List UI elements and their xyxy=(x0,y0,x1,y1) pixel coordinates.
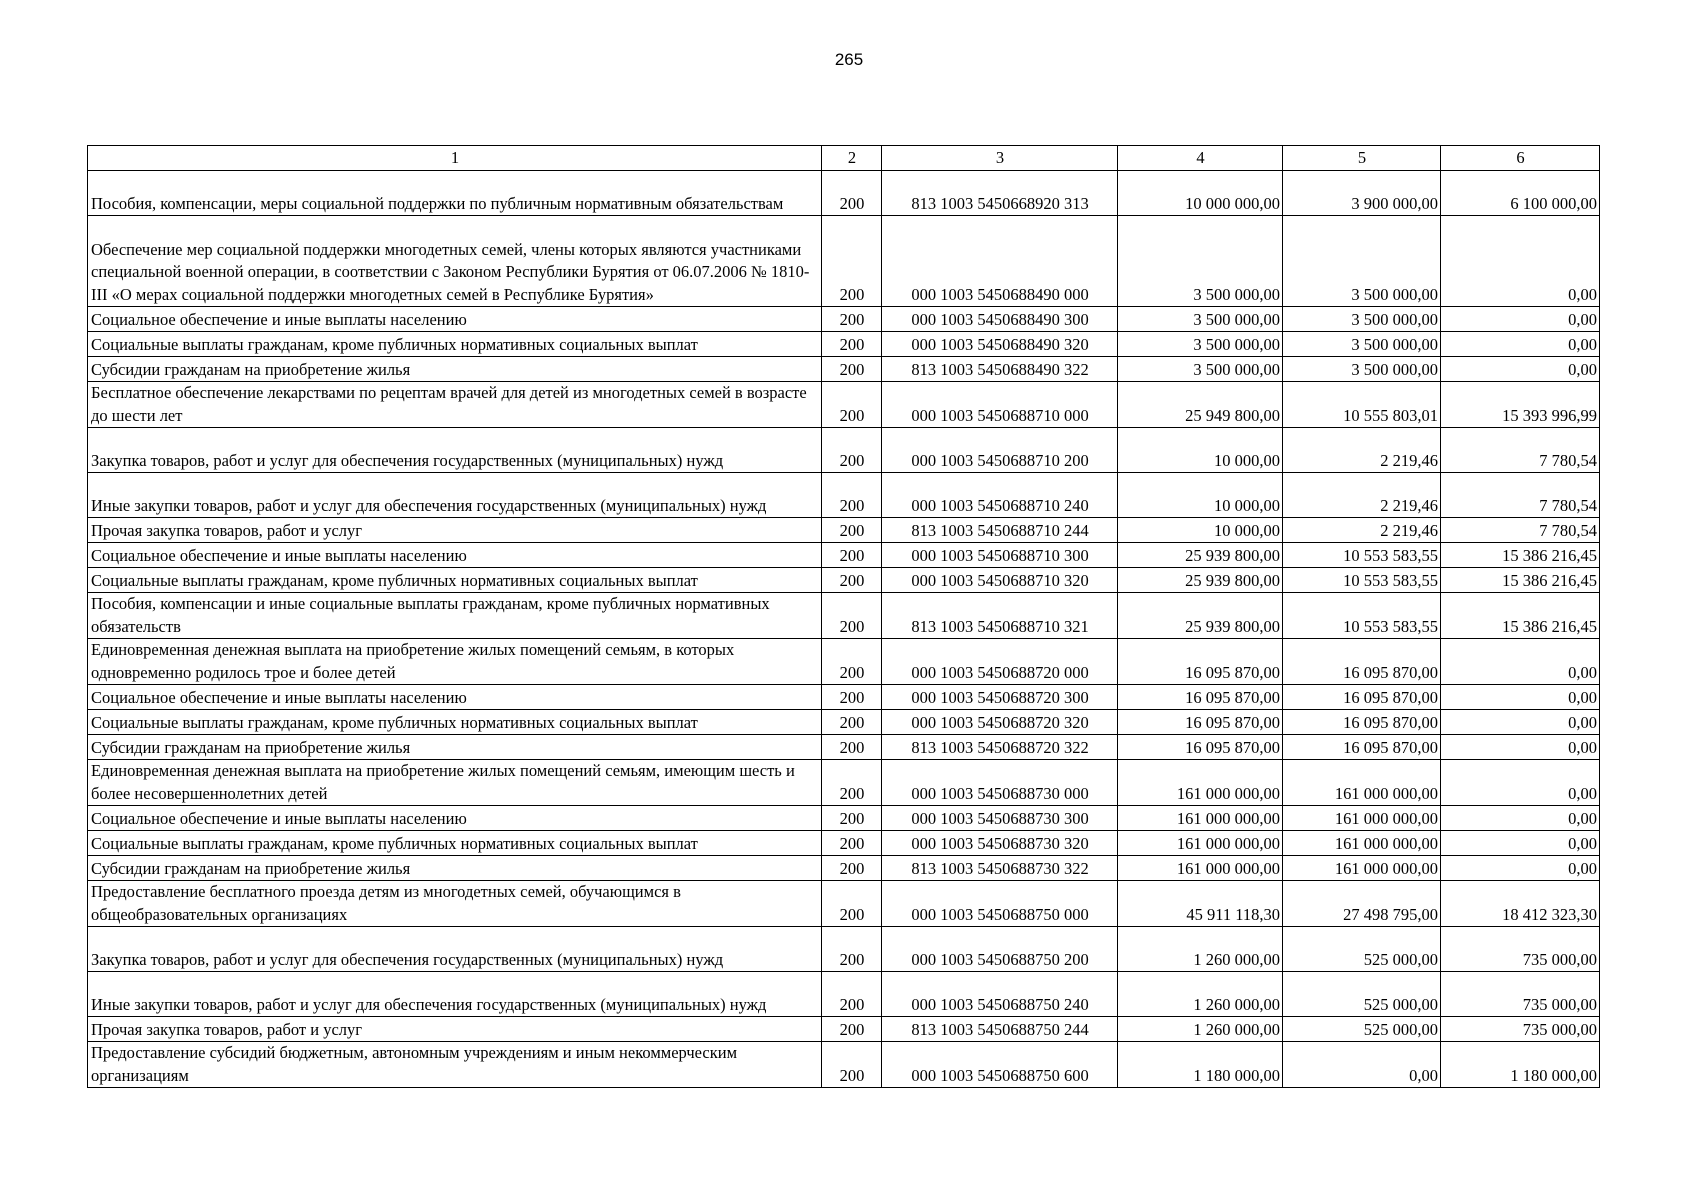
unexecuted-amount-cell: 7 780,54 xyxy=(1441,518,1600,543)
approved-amount-cell: 1 180 000,00 xyxy=(1118,1042,1283,1088)
budget-code-cell: 000 1003 5450688710 320 xyxy=(882,568,1118,593)
row-name-cell: Пособия, компенсации, меры социальной поддержки по публичным нормативным обязательствам xyxy=(88,171,822,216)
unexecuted-amount-cell: 0,00 xyxy=(1441,307,1600,332)
table-row xyxy=(88,428,1600,473)
approved-amount-cell: 25 939 800,00 xyxy=(1118,593,1283,639)
table-row xyxy=(88,593,1600,639)
row-name-cell: Прочая закупка товаров, работ и услуг xyxy=(88,1017,822,1042)
executed-amount-cell: 10 553 583,55 xyxy=(1283,568,1441,593)
budget-code-cell: 813 1003 5450688490 322 xyxy=(882,357,1118,382)
approved-amount-cell: 161 000 000,00 xyxy=(1118,856,1283,881)
budget-code-cell: 813 1003 5450688750 244 xyxy=(882,1017,1118,1042)
line-code-cell: 200 xyxy=(822,382,882,428)
row-name-cell: Единовременная денежная выплата на приобретение жилых помещений семьям, имеющим шесть и более несовершеннолетних детей xyxy=(88,760,822,806)
executed-amount-cell: 16 095 870,00 xyxy=(1283,685,1441,710)
row-name-cell: Социальные выплаты гражданам, кроме публичных нормативных социальных выплат xyxy=(88,332,822,357)
line-code-cell: 200 xyxy=(822,972,882,1017)
budget-execution-table xyxy=(87,145,1600,1088)
executed-amount-cell: 525 000,00 xyxy=(1283,1017,1441,1042)
approved-amount-cell: 161 000 000,00 xyxy=(1118,806,1283,831)
line-code-cell: 200 xyxy=(822,1017,882,1042)
row-name-cell: Субсидии гражданам на приобретение жилья xyxy=(88,357,822,382)
executed-amount-cell: 10 553 583,55 xyxy=(1283,543,1441,568)
executed-amount-cell: 3 500 000,00 xyxy=(1283,332,1441,357)
approved-amount-cell: 1 260 000,00 xyxy=(1118,972,1283,1017)
row-name-cell: Иные закупки товаров, работ и услуг для обеспечения государственных (муниципальных) нужд xyxy=(88,473,822,518)
row-name-cell: Социальные выплаты гражданам, кроме публичных нормативных социальных выплат xyxy=(88,568,822,593)
approved-amount-cell: 3 500 000,00 xyxy=(1118,216,1283,307)
executed-amount-cell: 525 000,00 xyxy=(1283,972,1441,1017)
approved-amount-cell: 25 949 800,00 xyxy=(1118,382,1283,428)
line-code-cell: 200 xyxy=(822,473,882,518)
unexecuted-amount-cell: 1 180 000,00 xyxy=(1441,1042,1600,1088)
row-name-cell: Субсидии гражданам на приобретение жилья xyxy=(88,735,822,760)
row-name-cell: Предоставление субсидий бюджетным, автономным учреждениям и иным некоммерческим организациям xyxy=(88,1042,822,1088)
executed-amount-cell: 2 219,46 xyxy=(1283,428,1441,473)
budget-code-cell: 813 1003 5450688730 322 xyxy=(882,856,1118,881)
budget-code-cell: 000 1003 5450688750 000 xyxy=(882,881,1118,927)
approved-amount-cell: 10 000,00 xyxy=(1118,518,1283,543)
budget-code-cell: 000 1003 5450688720 000 xyxy=(882,639,1118,685)
unexecuted-amount-cell: 15 386 216,45 xyxy=(1441,543,1600,568)
line-code-cell: 200 xyxy=(822,639,882,685)
executed-amount-cell: 161 000 000,00 xyxy=(1283,760,1441,806)
table-body xyxy=(88,171,1600,1088)
row-name-cell: Социальное обеспечение и иные выплаты населению xyxy=(88,685,822,710)
table-row xyxy=(88,710,1600,735)
row-name-cell: Закупка товаров, работ и услуг для обеспечения государственных (муниципальных) нужд xyxy=(88,428,822,473)
unexecuted-amount-cell: 15 393 996,99 xyxy=(1441,382,1600,428)
line-code-cell: 200 xyxy=(822,307,882,332)
budget-code-cell: 000 1003 5450688730 320 xyxy=(882,831,1118,856)
column-header-5: 5 xyxy=(1283,146,1441,171)
approved-amount-cell: 16 095 870,00 xyxy=(1118,710,1283,735)
budget-code-cell: 000 1003 5450688750 200 xyxy=(882,927,1118,972)
executed-amount-cell: 16 095 870,00 xyxy=(1283,639,1441,685)
table-row xyxy=(88,382,1600,428)
approved-amount-cell: 10 000,00 xyxy=(1118,428,1283,473)
column-header-1: 1 xyxy=(88,146,822,171)
line-code-cell: 200 xyxy=(822,568,882,593)
budget-code-cell: 000 1003 5450688710 240 xyxy=(882,473,1118,518)
unexecuted-amount-cell: 18 412 323,30 xyxy=(1441,881,1600,927)
unexecuted-amount-cell: 0,00 xyxy=(1441,806,1600,831)
executed-amount-cell: 27 498 795,00 xyxy=(1283,881,1441,927)
unexecuted-amount-cell: 15 386 216,45 xyxy=(1441,568,1600,593)
budget-code-cell: 000 1003 5450688710 200 xyxy=(882,428,1118,473)
approved-amount-cell: 3 500 000,00 xyxy=(1118,357,1283,382)
line-code-cell: 200 xyxy=(822,806,882,831)
budget-code-cell: 813 1003 5450688710 321 xyxy=(882,593,1118,639)
table-row xyxy=(88,639,1600,685)
line-code-cell: 200 xyxy=(822,171,882,216)
executed-amount-cell: 3 500 000,00 xyxy=(1283,357,1441,382)
unexecuted-amount-cell: 0,00 xyxy=(1441,685,1600,710)
table-row xyxy=(88,685,1600,710)
approved-amount-cell: 16 095 870,00 xyxy=(1118,639,1283,685)
table-row xyxy=(88,518,1600,543)
column-header-4: 4 xyxy=(1118,146,1283,171)
approved-amount-cell: 25 939 800,00 xyxy=(1118,543,1283,568)
approved-amount-cell: 25 939 800,00 xyxy=(1118,568,1283,593)
line-code-cell: 200 xyxy=(822,710,882,735)
row-name-cell: Социальное обеспечение и иные выплаты населению xyxy=(88,307,822,332)
unexecuted-amount-cell: 6 100 000,00 xyxy=(1441,171,1600,216)
line-code-cell: 200 xyxy=(822,881,882,927)
unexecuted-amount-cell: 0,00 xyxy=(1441,216,1600,307)
line-code-cell: 200 xyxy=(822,543,882,568)
row-name-cell: Закупка товаров, работ и услуг для обеспечения государственных (муниципальных) нужд xyxy=(88,927,822,972)
executed-amount-cell: 10 553 583,55 xyxy=(1283,593,1441,639)
executed-amount-cell: 161 000 000,00 xyxy=(1283,806,1441,831)
table-header-row xyxy=(88,146,1600,171)
line-code-cell: 200 xyxy=(822,518,882,543)
approved-amount-cell: 16 095 870,00 xyxy=(1118,685,1283,710)
approved-amount-cell: 10 000,00 xyxy=(1118,473,1283,518)
column-header-3: 3 xyxy=(882,146,1118,171)
line-code-cell: 200 xyxy=(822,428,882,473)
executed-amount-cell: 525 000,00 xyxy=(1283,927,1441,972)
table-row xyxy=(88,856,1600,881)
row-name-cell: Прочая закупка товаров, работ и услуг xyxy=(88,518,822,543)
line-code-cell: 200 xyxy=(822,685,882,710)
budget-code-cell: 813 1003 5450688710 244 xyxy=(882,518,1118,543)
unexecuted-amount-cell: 15 386 216,45 xyxy=(1441,593,1600,639)
table-row xyxy=(88,171,1600,216)
executed-amount-cell: 10 555 803,01 xyxy=(1283,382,1441,428)
table-row xyxy=(88,831,1600,856)
executed-amount-cell: 3 900 000,00 xyxy=(1283,171,1441,216)
budget-code-cell: 000 1003 5450688490 000 xyxy=(882,216,1118,307)
executed-amount-cell: 16 095 870,00 xyxy=(1283,735,1441,760)
row-name-cell: Обеспечение мер социальной поддержки многодетных семей, члены которых являются участниками специальной военной операции, в соответствии с Законом Республики Бурятия от 06.07.2006 № 1810-III «О мерах социальной поддержки многодетных семей в Республике Бурятия» xyxy=(88,216,822,307)
line-code-cell: 200 xyxy=(822,593,882,639)
budget-code-cell: 813 1003 5450668920 313 xyxy=(882,171,1118,216)
table-row xyxy=(88,927,1600,972)
line-code-cell: 200 xyxy=(822,216,882,307)
executed-amount-cell: 161 000 000,00 xyxy=(1283,831,1441,856)
approved-amount-cell: 45 911 118,30 xyxy=(1118,881,1283,927)
column-header-2: 2 xyxy=(822,146,882,171)
unexecuted-amount-cell: 735 000,00 xyxy=(1441,972,1600,1017)
budget-code-cell: 000 1003 5450688710 000 xyxy=(882,382,1118,428)
table-row xyxy=(88,216,1600,307)
budget-code-cell: 000 1003 5450688750 240 xyxy=(882,972,1118,1017)
row-name-cell: Социальные выплаты гражданам, кроме публичных нормативных социальных выплат xyxy=(88,710,822,735)
row-name-cell: Иные закупки товаров, работ и услуг для обеспечения государственных (муниципальных) нужд xyxy=(88,972,822,1017)
table-row xyxy=(88,357,1600,382)
unexecuted-amount-cell: 0,00 xyxy=(1441,639,1600,685)
approved-amount-cell: 3 500 000,00 xyxy=(1118,307,1283,332)
budget-code-cell: 000 1003 5450688750 600 xyxy=(882,1042,1118,1088)
executed-amount-cell: 2 219,46 xyxy=(1283,518,1441,543)
row-name-cell: Субсидии гражданам на приобретение жилья xyxy=(88,856,822,881)
budget-code-cell: 000 1003 5450688730 300 xyxy=(882,806,1118,831)
table-row xyxy=(88,806,1600,831)
line-code-cell: 200 xyxy=(822,332,882,357)
line-code-cell: 200 xyxy=(822,927,882,972)
approved-amount-cell: 16 095 870,00 xyxy=(1118,735,1283,760)
budget-code-cell: 813 1003 5450688720 322 xyxy=(882,735,1118,760)
unexecuted-amount-cell: 0,00 xyxy=(1441,710,1600,735)
approved-amount-cell: 1 260 000,00 xyxy=(1118,1017,1283,1042)
table-row xyxy=(88,881,1600,927)
table-row xyxy=(88,735,1600,760)
approved-amount-cell: 10 000 000,00 xyxy=(1118,171,1283,216)
row-name-cell: Предоставление бесплатного проезда детям из многодетных семей, обучающимся в общеобразовательных организациях xyxy=(88,881,822,927)
budget-code-cell: 000 1003 5450688730 000 xyxy=(882,760,1118,806)
row-name-cell: Пособия, компенсации и иные социальные выплаты гражданам, кроме публичных нормативных обязательств xyxy=(88,593,822,639)
table-row xyxy=(88,307,1600,332)
page-number: 265 xyxy=(834,50,864,69)
table-row xyxy=(88,543,1600,568)
line-code-cell: 200 xyxy=(822,1042,882,1088)
executed-amount-cell: 16 095 870,00 xyxy=(1283,710,1441,735)
unexecuted-amount-cell: 735 000,00 xyxy=(1441,1017,1600,1042)
table-row xyxy=(88,760,1600,806)
line-code-cell: 200 xyxy=(822,831,882,856)
unexecuted-amount-cell: 0,00 xyxy=(1441,357,1600,382)
unexecuted-amount-cell: 0,00 xyxy=(1441,831,1600,856)
table-row xyxy=(88,1042,1600,1088)
table-row xyxy=(88,332,1600,357)
table-row xyxy=(88,972,1600,1017)
column-header-6: 6 xyxy=(1441,146,1600,171)
executed-amount-cell: 2 219,46 xyxy=(1283,473,1441,518)
line-code-cell: 200 xyxy=(822,856,882,881)
unexecuted-amount-cell: 7 780,54 xyxy=(1441,473,1600,518)
executed-amount-cell: 3 500 000,00 xyxy=(1283,307,1441,332)
table-row xyxy=(88,473,1600,518)
row-name-cell: Единовременная денежная выплата на приобретение жилых помещений семьям, в которых одновременно родилось трое и более детей xyxy=(88,639,822,685)
budget-code-cell: 000 1003 5450688490 320 xyxy=(882,332,1118,357)
budget-code-cell: 000 1003 5450688720 320 xyxy=(882,710,1118,735)
unexecuted-amount-cell: 0,00 xyxy=(1441,332,1600,357)
unexecuted-amount-cell: 0,00 xyxy=(1441,856,1600,881)
row-name-cell: Социальные выплаты гражданам, кроме публичных нормативных социальных выплат xyxy=(88,831,822,856)
row-name-cell: Социальное обеспечение и иные выплаты населению xyxy=(88,543,822,568)
executed-amount-cell: 0,00 xyxy=(1283,1042,1441,1088)
row-name-cell: Социальное обеспечение и иные выплаты населению xyxy=(88,806,822,831)
unexecuted-amount-cell: 735 000,00 xyxy=(1441,927,1600,972)
unexecuted-amount-cell: 0,00 xyxy=(1441,735,1600,760)
line-code-cell: 200 xyxy=(822,357,882,382)
approved-amount-cell: 3 500 000,00 xyxy=(1118,332,1283,357)
approved-amount-cell: 1 260 000,00 xyxy=(1118,927,1283,972)
approved-amount-cell: 161 000 000,00 xyxy=(1118,760,1283,806)
executed-amount-cell: 3 500 000,00 xyxy=(1283,216,1441,307)
table-row xyxy=(88,1017,1600,1042)
row-name-cell: Бесплатное обеспечение лекарствами по рецептам врачей для детей из многодетных семей в возрасте до шести лет xyxy=(88,382,822,428)
budget-code-cell: 000 1003 5450688720 300 xyxy=(882,685,1118,710)
unexecuted-amount-cell: 0,00 xyxy=(1441,760,1600,806)
line-code-cell: 200 xyxy=(822,735,882,760)
table-row xyxy=(88,568,1600,593)
line-code-cell: 200 xyxy=(822,760,882,806)
unexecuted-amount-cell: 7 780,54 xyxy=(1441,428,1600,473)
executed-amount-cell: 161 000 000,00 xyxy=(1283,856,1441,881)
budget-code-cell: 000 1003 5450688490 300 xyxy=(882,307,1118,332)
budget-code-cell: 000 1003 5450688710 300 xyxy=(882,543,1118,568)
approved-amount-cell: 161 000 000,00 xyxy=(1118,831,1283,856)
